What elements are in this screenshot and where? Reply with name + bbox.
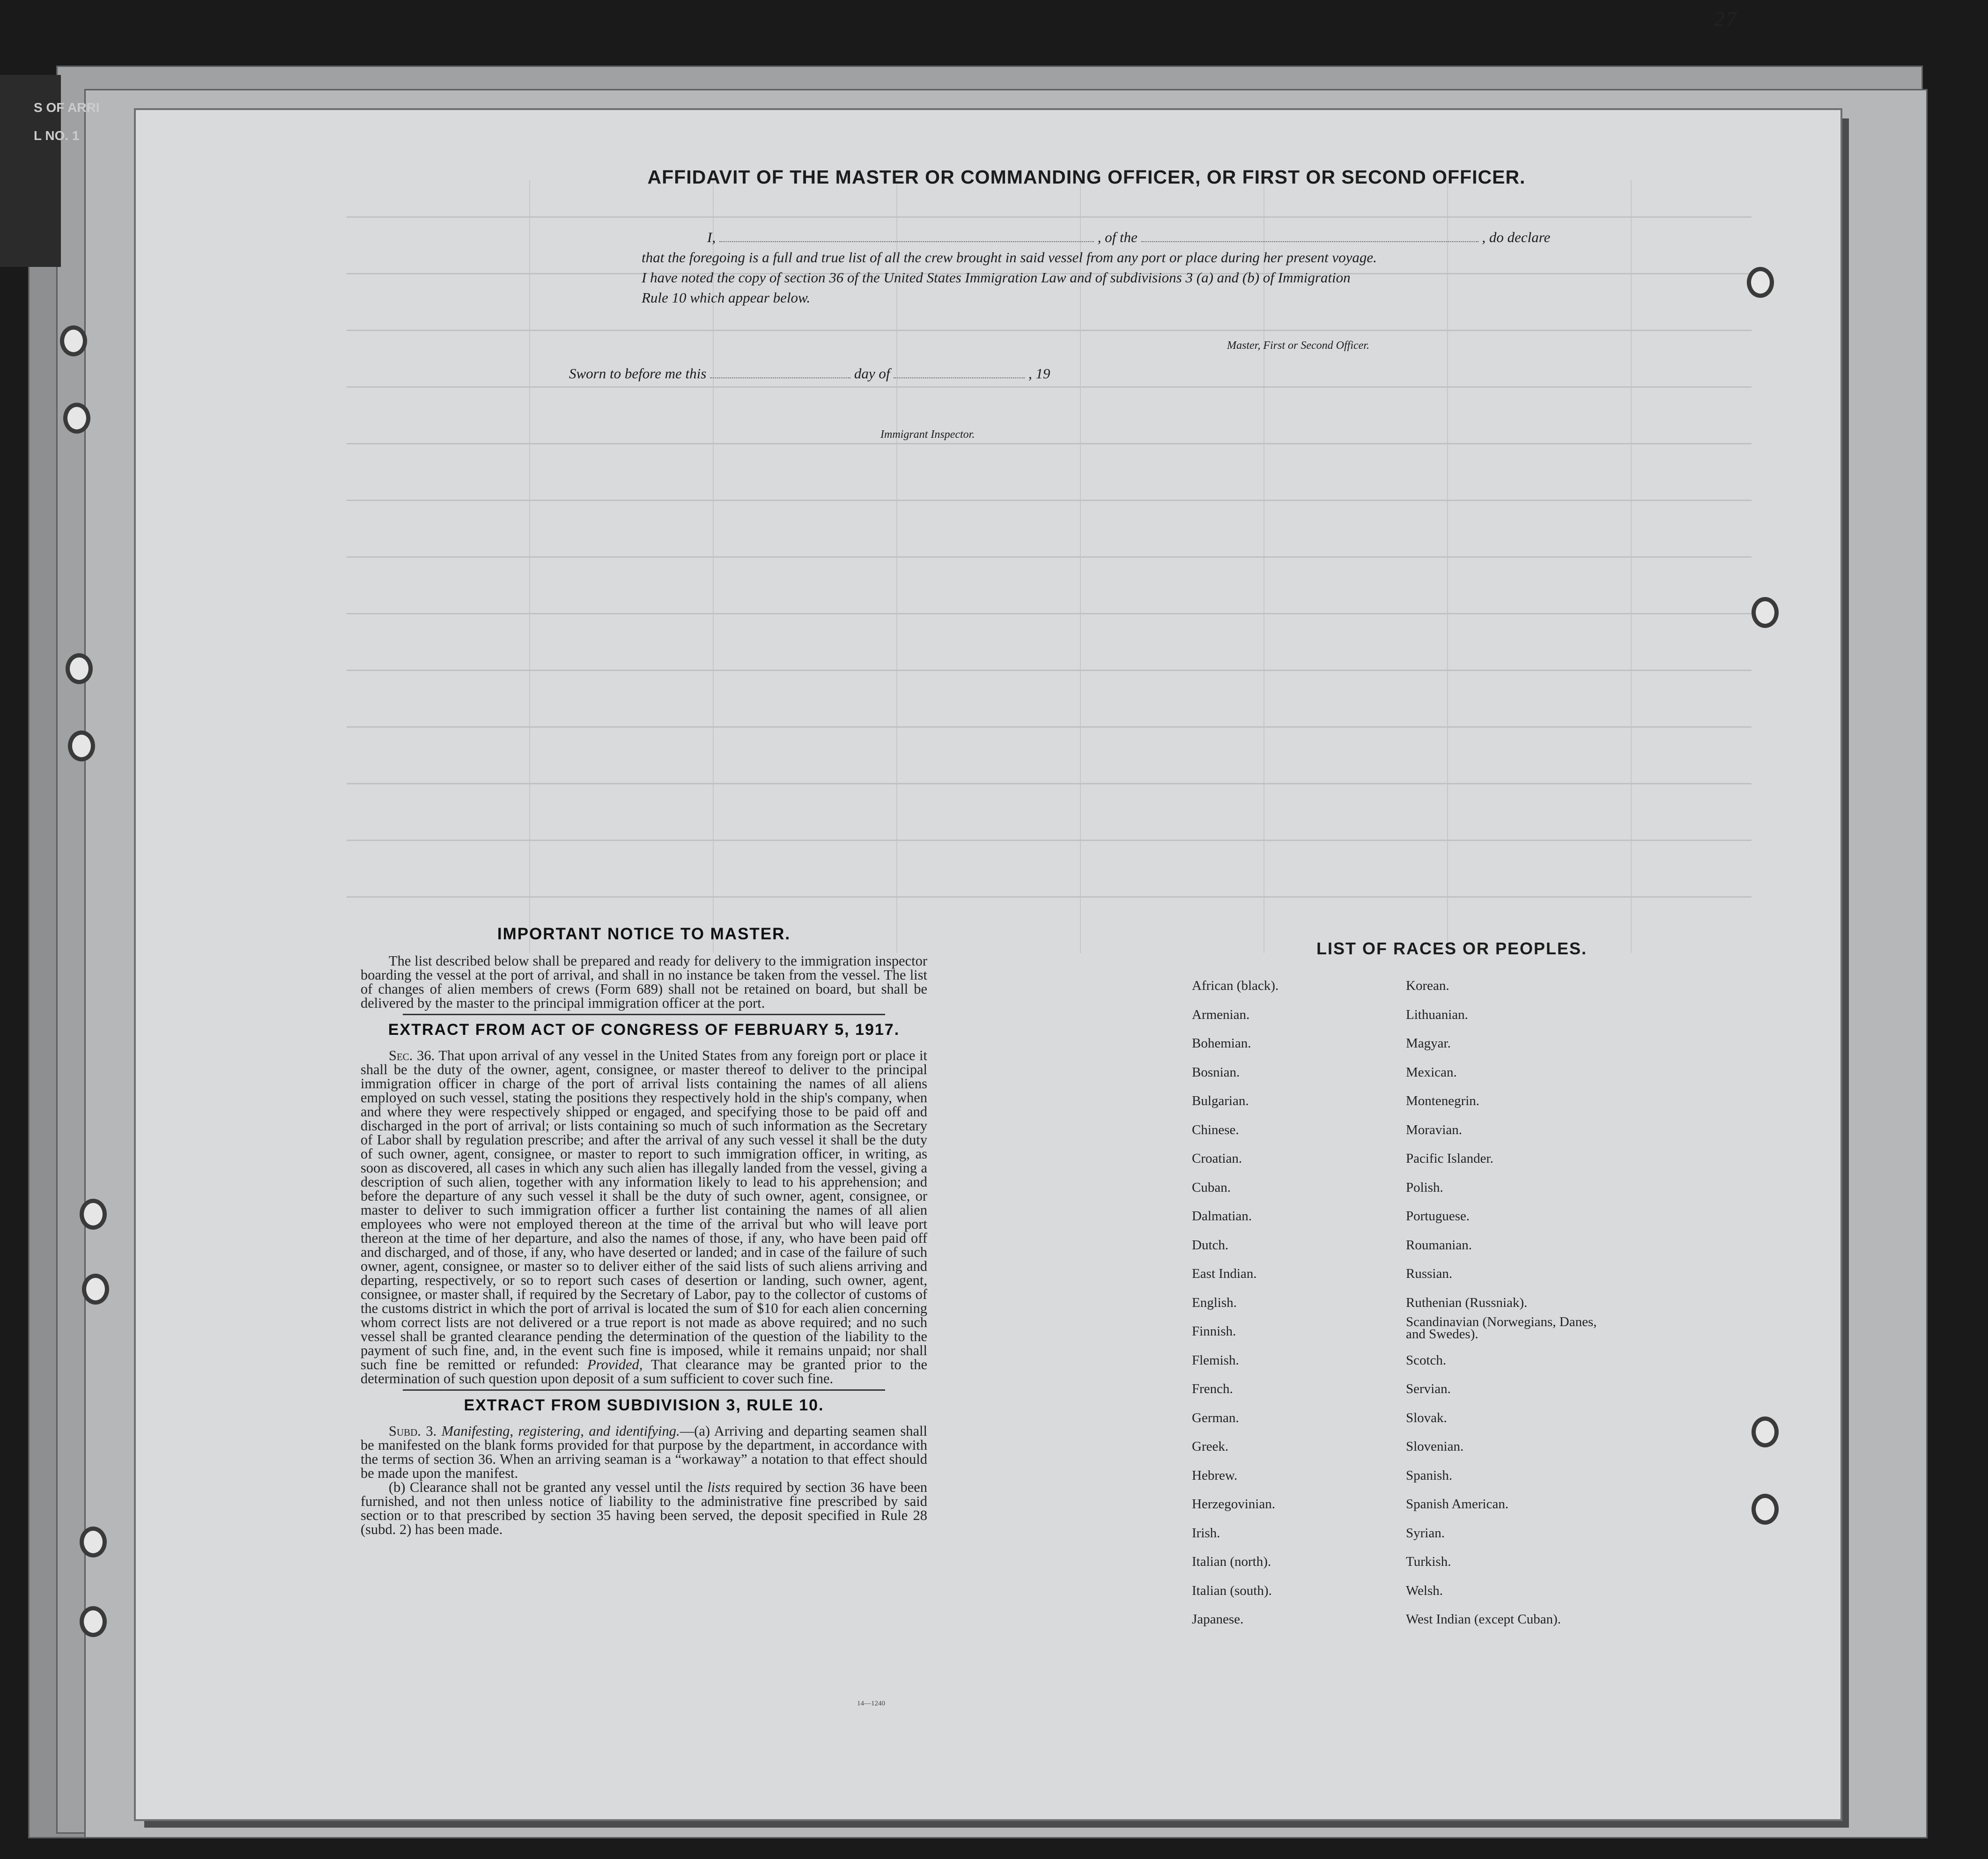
race-item: English. <box>1192 1295 1237 1310</box>
page-number: 27 <box>1714 7 1738 30</box>
notice-text: The list described below shall be prepared and ready for delivery to the immigration inspector boarding the vessel at the port of arrival, and shall in no instance be taken from the vessel. The list of changes of alien members of crews (Form 689) shall not be retained on board, but shall be delivered by the master to the principal immigration officer at the port. <box>361 953 927 1011</box>
act-extract-text <box>361 1048 927 1386</box>
arrival-stamp-text <box>34 94 100 150</box>
day-of-text: day of <box>854 365 890 382</box>
binder-hole <box>1752 1416 1779 1447</box>
binder-hole <box>82 1274 109 1305</box>
affidavit-of-the: , of the <box>1097 229 1138 245</box>
race-item: Scandinavian (Norwegians, Danes, and Swedes). <box>1406 1314 1597 1342</box>
subd-heading: Manifesting, registering, and identifying. <box>441 1423 680 1439</box>
race-item: Cuban. <box>1192 1180 1231 1195</box>
month-field[interactable] <box>894 377 1025 378</box>
race-item: Ruthenian (Russniak). <box>1406 1295 1528 1310</box>
document-code: 14—1240 <box>857 1700 885 1707</box>
affidavit-do-declare: , do declare <box>1482 229 1551 245</box>
binder-hole <box>1747 267 1774 298</box>
rule-extract-para-b <box>361 1480 927 1536</box>
rule-extract-title: EXTRACT FROM SUBDIVISION 3, RULE 10. <box>464 1396 824 1414</box>
race-item: West Indian (except Cuban). <box>1406 1612 1561 1627</box>
provided-word: Provided, <box>587 1357 643 1372</box>
affidavit-line-4: Rule 10 which appear below. <box>642 289 811 306</box>
section-label: Sec. 36. <box>389 1048 435 1063</box>
race-item: Slovak. <box>1406 1410 1447 1425</box>
affidavit-line-3: I have noted the copy of section 36 of the United States Immigration Law and of subdivisions 3 (a) and (b) of Immigration <box>642 269 1351 286</box>
affidavit-line-1 <box>501 227 1592 247</box>
race-item: French. <box>1192 1381 1233 1396</box>
race-item: Spanish American. <box>1406 1497 1509 1512</box>
stamp-line-2: L NO. 1 <box>34 128 80 143</box>
races-title: LIST OF RACES OR PEOPLES. <box>1316 939 1588 958</box>
race-item: Japanese. <box>1192 1612 1244 1627</box>
race-item: Herzegovinian. <box>1192 1497 1275 1512</box>
race-item: Portuguese. <box>1406 1209 1470 1224</box>
name-field[interactable] <box>719 241 1094 242</box>
race-item: African (black). <box>1192 978 1279 993</box>
race-item: East Indian. <box>1192 1266 1257 1281</box>
subd-label: Subd. 3. <box>389 1423 437 1439</box>
race-item: Moravian. <box>1406 1122 1462 1137</box>
race-item: Dalmatian. <box>1192 1209 1252 1224</box>
sworn-text: Sworn to before me this <box>569 365 707 382</box>
race-item: Scotch. <box>1406 1352 1447 1368</box>
signature-label: Master, First or Second Officer. <box>1227 339 1369 352</box>
race-item: Dutch. <box>1192 1237 1229 1253</box>
divider <box>403 1389 885 1391</box>
race-item: Italian (north). <box>1192 1554 1271 1569</box>
race-item: Bohemian. <box>1192 1036 1251 1051</box>
race-item: Pacific Islander. <box>1406 1151 1493 1166</box>
race-item: Magyar. <box>1406 1036 1451 1051</box>
notice-column <box>361 925 927 1536</box>
notice-title: IMPORTANT NOTICE TO MASTER. <box>497 925 791 943</box>
race-item: Armenian. <box>1192 1007 1250 1022</box>
binder-hole <box>80 1199 107 1230</box>
race-item: Montenegrin. <box>1406 1093 1480 1108</box>
race-item: Roumanian. <box>1406 1237 1472 1253</box>
binder-hole <box>63 403 90 434</box>
binder-hole <box>1752 597 1779 628</box>
rule-extract-para-a <box>361 1424 927 1480</box>
race-item: German. <box>1192 1410 1239 1425</box>
para-b-start: (b) Clearance shall not be granted any vessel until the <box>389 1479 703 1495</box>
binder-hole <box>80 1606 107 1637</box>
manifest-page <box>136 110 1840 1819</box>
race-item: Bulgarian. <box>1192 1093 1249 1108</box>
sworn-line <box>569 365 1050 382</box>
binder-hole <box>1752 1494 1779 1525</box>
race-item: Polish. <box>1406 1180 1443 1195</box>
race-item: Finnish. <box>1192 1324 1236 1339</box>
divider <box>403 1014 885 1015</box>
race-item: Slovenian. <box>1406 1439 1464 1454</box>
race-item: Chinese. <box>1192 1122 1239 1137</box>
binder-hole <box>68 730 95 761</box>
year-prefix: , 19 <box>1028 365 1050 382</box>
race-item: Turkish. <box>1406 1554 1451 1569</box>
race-item: Lithuanian. <box>1406 1007 1468 1022</box>
inspector-label: Immigrant Inspector. <box>880 428 975 441</box>
race-item: Italian (south). <box>1192 1583 1272 1598</box>
section-36-text-end: That clearance may be granted prior to the determination of such question upon deposit of a sum sufficient to cover such fine. <box>361 1357 927 1387</box>
affidavit-title: AFFIDAVIT OF THE MASTER OR COMMANDING OFFICER, OR FIRST OR SECOND OFFICER. <box>647 166 1526 188</box>
race-item: Croatian. <box>1192 1151 1242 1166</box>
race-item: Syrian. <box>1406 1525 1445 1541</box>
binder-hole <box>66 653 93 684</box>
act-extract-title: EXTRACT FROM ACT OF CONGRESS OF FEBRUARY 5, 1917. <box>388 1021 900 1039</box>
race-item: Greek. <box>1192 1439 1229 1454</box>
day-field[interactable] <box>710 377 850 378</box>
race-item: Servian. <box>1406 1381 1451 1396</box>
affidavit-body <box>501 227 1592 308</box>
race-item: Irish. <box>1192 1525 1220 1541</box>
race-item: Russian. <box>1406 1266 1453 1281</box>
affidavit-i: I, <box>707 229 716 245</box>
vessel-field[interactable] <box>1141 241 1478 242</box>
affidavit-line-2: that the foregoing is a full and true list of all the crew brought in said vessel from any port or place during her present voyage. <box>642 249 1377 266</box>
section-36-text: That upon arrival of any vessel in the United States from any foreign port or place it shall be the duty of the owner, agent, consignee, or master thereof to deliver to the principal immigration officer in charge of the port of arrival lists containing the names of all aliens employed on such vessel, stating the positions they respectively hold in the ship's company, when and where they were respectively shipped or engaged, and specifying those to be paid off and discharged in the port of arrival; or lists containing so much of such information as the Secretary of Labor shall by regulation prescribe; and after the arrival of any such vessel it shall be the duty of such owner, agent, consignee, or master to report to such immigration officer, in writing, as soon as discovered, all cases in which any such alien has illegally landed from the vessel, giving a description of such alien, together with any information likely to lead to his apprehension; and before the departure of any such vessel it shall be the duty of such owner, agent, consignee, or master to deliver to such immigration officer a further list containing the names of all alien employees who were not employed thereon at the time of the arrival but who will leave port thereon at the time of her departure, and also the names of those, if any, who have been paid off and discharged, and of those, if any, who have deserted or landed; and in case of the failure of such owner, agent, consignee, or master so to deliver either of the said lists of such aliens arriving and departing, respectively, or so to report such cases of desertion or landing, such owner, agent, consignee, or master shall, if required by the Secretary of Labor, pay to the collector of customs of the customs district in which the port of arrival is located the sum of $10 for each alien concerning whom correct lists are not delivered or a true report is not made as above required; and no such vessel shall be granted clearance pending the determination of the question of the liability to the payment of such fine, and, in the event such fine is imposed, while it remains unpaid; nor shall such fine be remitted or refunded: <box>361 1048 928 1372</box>
race-item: Welsh. <box>1406 1583 1443 1598</box>
race-item: Korean. <box>1406 978 1449 993</box>
para-b-end: required by section 36 have been furnished, and not then unless notice of liability to the administrative fine prescribed by said section or to that prescribed by section 35 having been served, the deposit specified in Rule 28 (subd. 2) has been made. <box>361 1479 928 1537</box>
race-item: Flemish. <box>1192 1352 1239 1368</box>
race-item: Mexican. <box>1406 1064 1457 1080</box>
para-a-text: —(a) Arriving and departing seamen shall be manifested on the blank forms provided for that purpose by the department, in accordance with the terms of section 36. When an arriving seaman is a “workaway” a notation to that effect should be made upon the manifest. <box>361 1423 927 1481</box>
race-item: Hebrew. <box>1192 1468 1238 1483</box>
stamp-line-1: S OF ARRI <box>34 100 100 115</box>
race-item: Spanish. <box>1406 1468 1453 1483</box>
binder-hole <box>80 1527 107 1557</box>
binder-hole <box>60 325 87 356</box>
race-item: Bosnian. <box>1192 1064 1240 1080</box>
para-b-lists: lists <box>707 1479 731 1495</box>
